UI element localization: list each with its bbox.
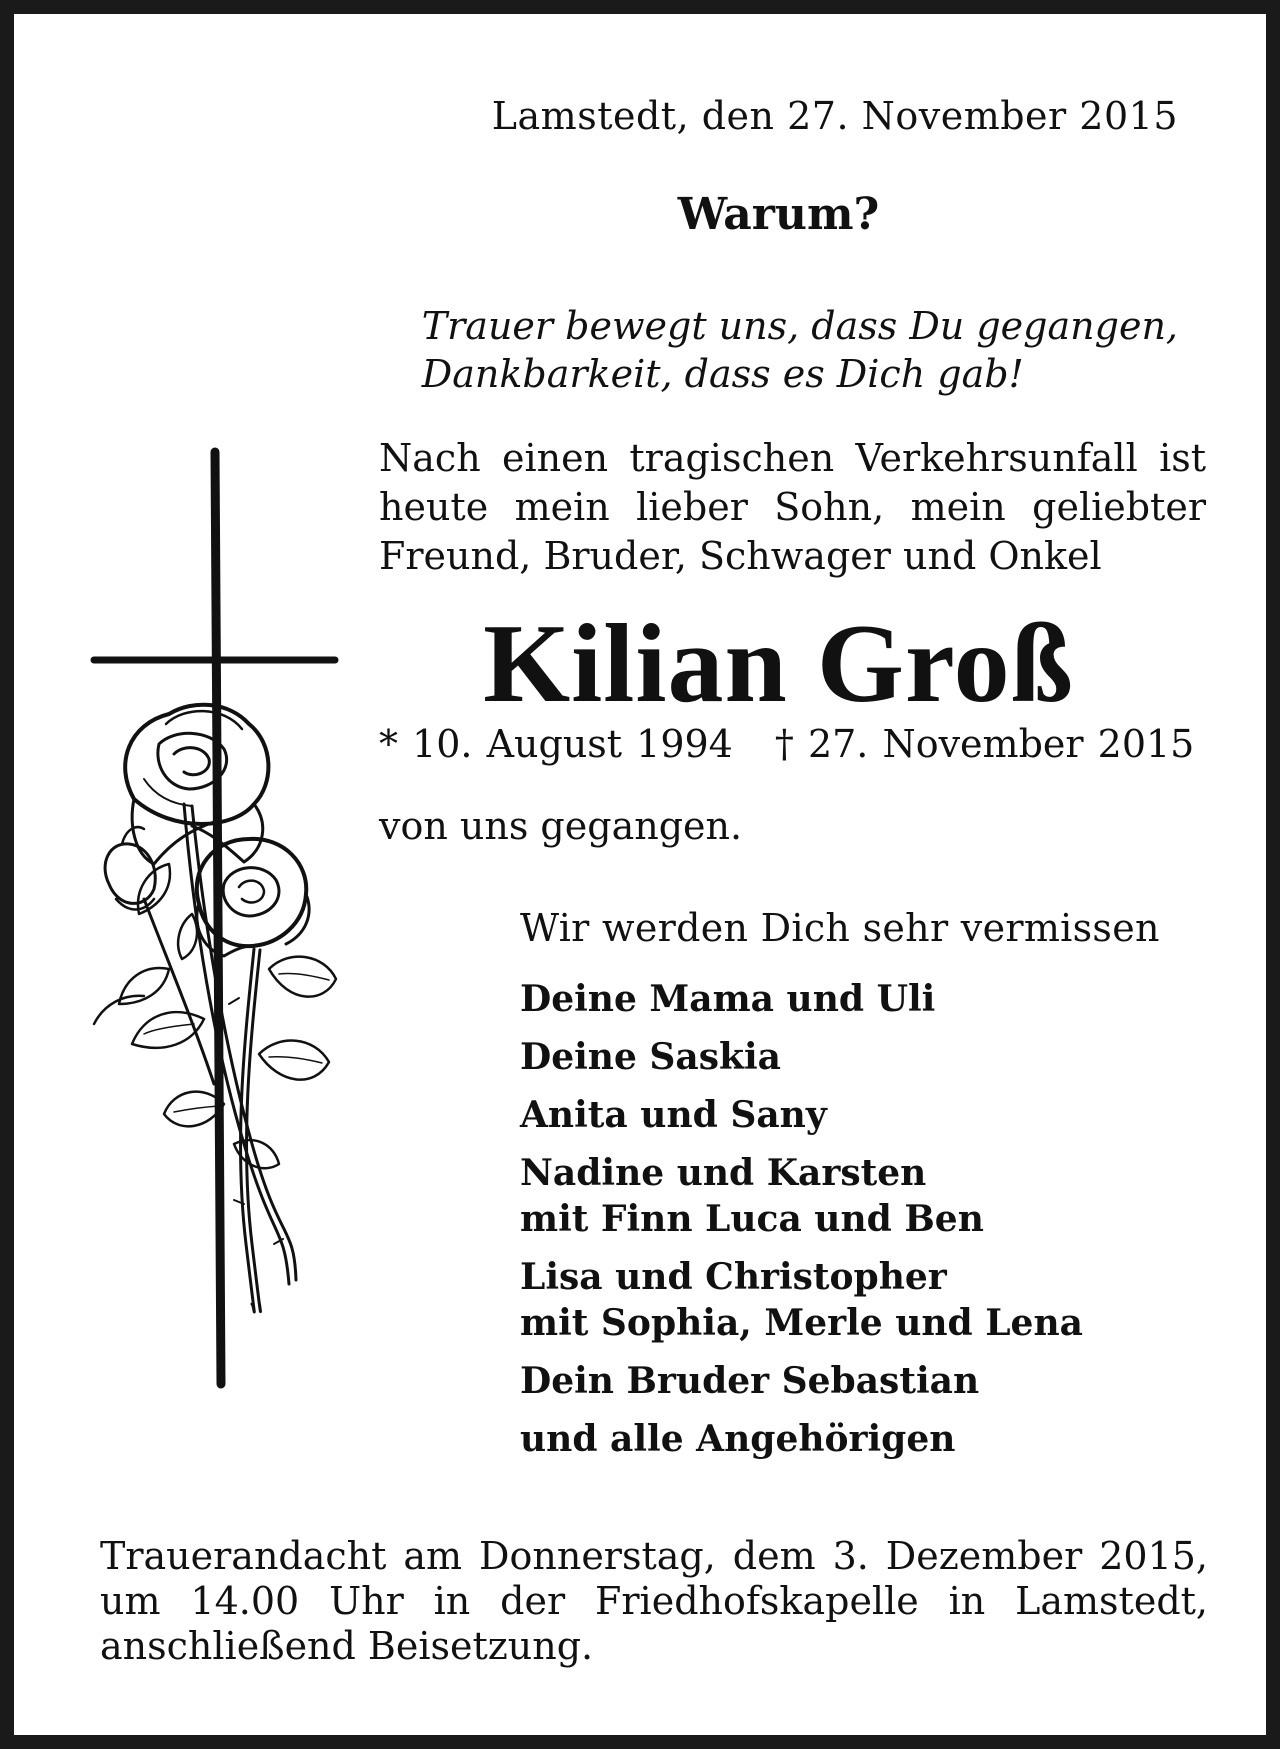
signature-group [520,1092,1083,1138]
intro-line: Freund, Bruder, Schwager und Onkel [379,534,1102,578]
intro-line: heute mein lieber Sohn, mein geliebter [379,485,1206,529]
miss-text: Wir werden Dich sehr vermissen [520,906,1160,950]
signature-line: Nadine und Karsten [520,1152,927,1194]
service-info [100,1534,1208,1669]
motto-line: Dankbarkeit, dass es Dich gab! [421,352,1024,396]
signature-line: mit Sophia, Merle und Lena [520,1302,1083,1344]
signature-group [520,1254,1083,1346]
signature-group [520,1034,1083,1080]
signature-line: Deine Mama und Uli [520,978,936,1020]
signature-group [520,1358,1083,1404]
signature-line: Dein Bruder Sebastian [520,1360,980,1402]
place-date: Lamstedt, den 27. November 2015 [491,94,1178,138]
signature-line: Anita und Sany [520,1094,827,1136]
signature-group [520,1150,1083,1242]
signature-group [520,1416,1083,1462]
service-line: um 14.00 Uhr in der Friedhofskapelle in Lamstedt, [100,1579,1208,1623]
birth-date: * 10. August 1994 [379,722,733,766]
motto-line: Trauer bewegt uns, dass Du gegangen, [421,304,1178,348]
intro-line: Nach einen tragischen Verkehrsunfall ist [379,436,1206,480]
signature-group [520,976,1083,1022]
signatures [520,976,1083,1474]
signature-line: Deine Saskia [520,1036,781,1078]
life-dates [379,722,1195,766]
intro-text [379,434,1206,581]
signature-line: Lisa und Christopher [520,1256,947,1298]
cross-with-roses-icon [74,444,344,1394]
service-line: anschließend Beisetzung. [100,1624,594,1668]
gone-text: von uns gegangen. [379,804,743,848]
service-line: Trauerandacht am Donnerstag, dem 3. Dezember 2015, [100,1534,1208,1578]
heading: Warum? [677,189,880,240]
motto [422,302,1178,398]
signature-line: mit Finn Luca und Ben [520,1198,984,1240]
death-date: † 27. November 2015 [774,722,1195,766]
signature-line: und alle Angehörigen [520,1418,956,1460]
deceased-name: Kilian Groß [483,602,1074,726]
